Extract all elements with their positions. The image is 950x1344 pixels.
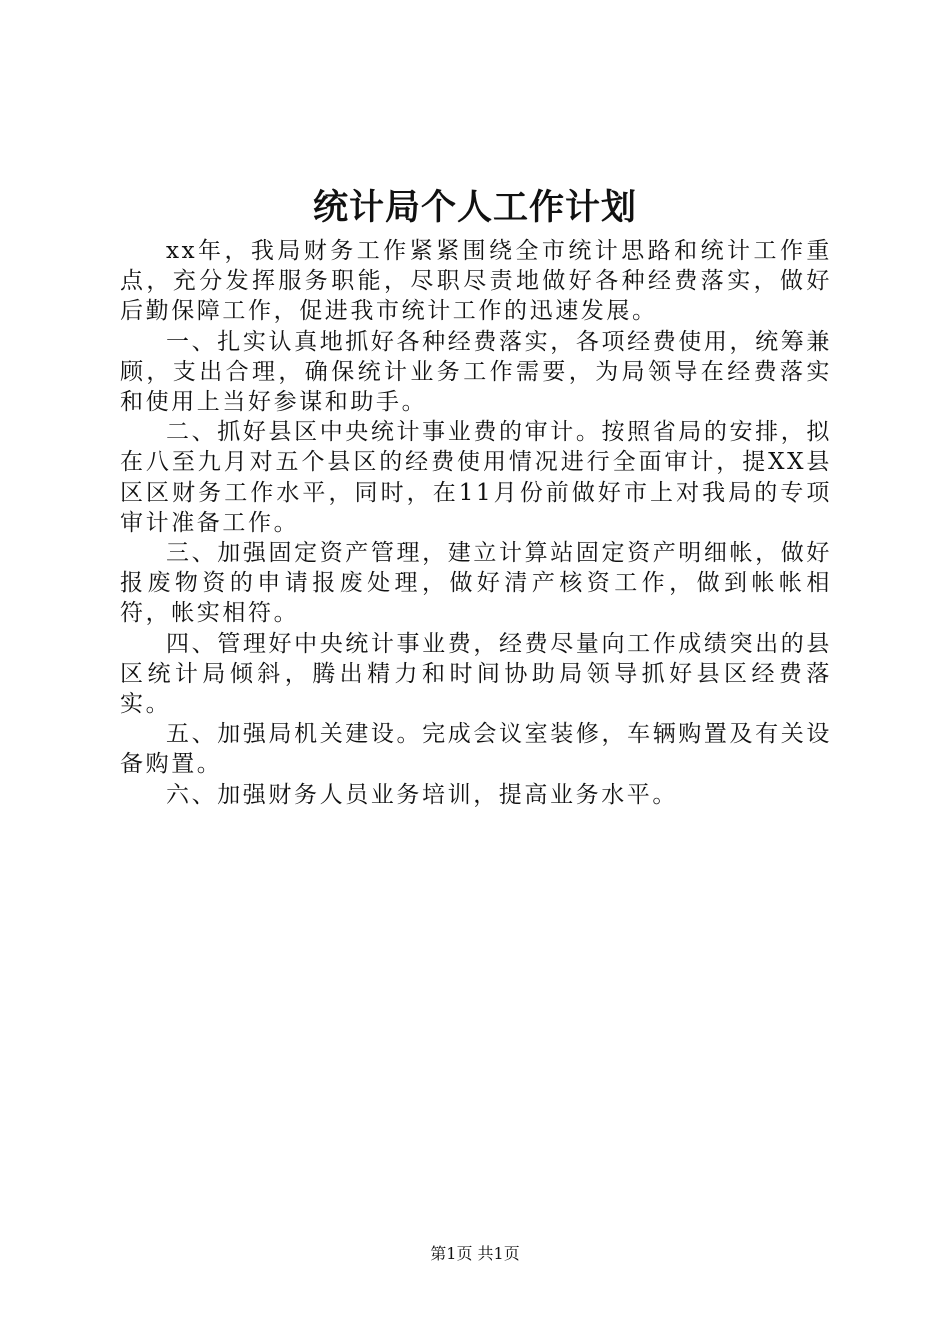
paragraph-item-2: 二、抓好县区中央统计事业费的审计。按照省局的安排，拟在八至九月对五个县区的经费使用情况进行全面审计，提XX县区区财务工作水平，同时，在11月份前做好市上对我局的专项审计准备工作。 [120, 419, 832, 536]
paragraph-item-1: 一、扎实认真地抓好各种经费落实，各项经费使用，统筹兼顾，支出合理，确保统计业务工作需要，为局领导在经费落实和使用上当好参谋和助手。 [120, 328, 832, 416]
paragraph-item-3: 三、加强固定资产管理，建立计算站固定资产明细帐，做好报废物资的申请报废处理，做好清产核资工作，做到帐帐相符，帐实相符。 [120, 540, 832, 627]
page-footer: 第1页 共1页 [430, 1244, 520, 1263]
paragraph-item-4: 四、管理好中央统计事业费，经费尽量向工作成绩突出的县区统计局倾斜，腾出精力和时间协助局领导抓好县区经费落实。 [120, 630, 832, 718]
document-title: 统计局个人工作计划 [312, 188, 637, 228]
paragraph-intro: xx年，我局财务工作紧紧围绕全市统计思路和统计工作重点，充分发挥服务职能，尽职尽责地做好各种经费落实，做好后勤保障工作，促进我市统计工作的迅速发展。 [120, 238, 832, 325]
paragraph-item-5: 五、加强局机关建设。完成会议室装修，车辆购置及有关设备购置。 [120, 721, 832, 778]
paragraph-item-6: 六、加强财务人员业务培训，提高业务水平。 [166, 781, 678, 808]
document-body [120, 236, 832, 810]
